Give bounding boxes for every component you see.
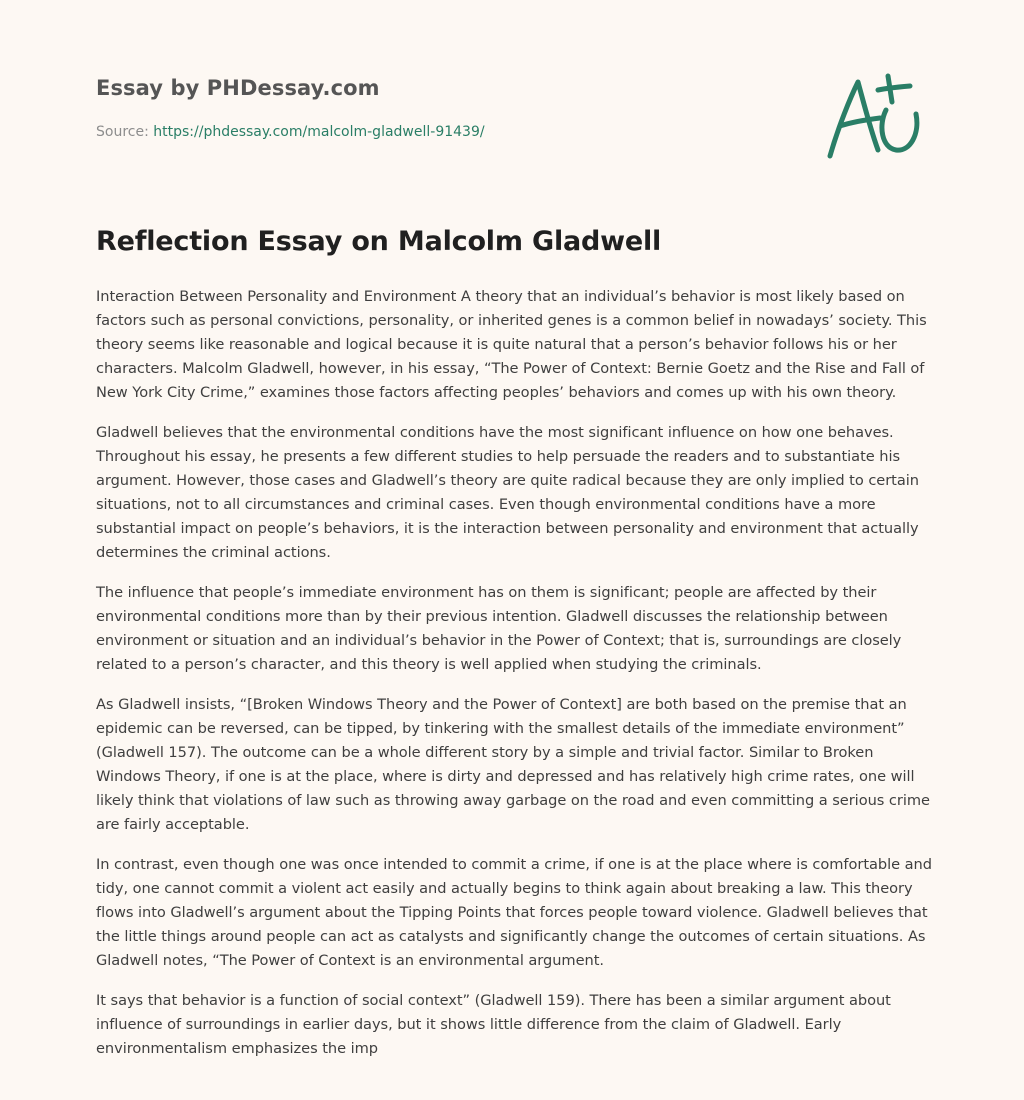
source-link[interactable]: https://phdessay.com/malcolm-gladwell-91439/ — [153, 124, 485, 140]
site-header — [96, 76, 485, 140]
essay-paragraph: As Gladwell insists, “[Broken Windows Theory and the Power of Context] are both based on the premise that an epidemic can be reversed, can be tipped, by tinkering with the smallest details of the immediate environment” (Gladwell 157). The outcome can be a whole different story by a simple and trivial factor. Similar to Broken Windows Theory, if one is at the place, where is dirty and depressed and has relatively high crime rates, one will likely think that violations of law such as throwing away garbage on the road and even committing a serious crime are fairly acceptable. — [96, 696, 930, 833]
essay-paragraph: Gladwell believes that the environmental conditions have the most significant influence on how one behaves. Throughout his essay, he presents a few different studies to help persuade the readers and to substantiate his argument. However, those cases and Gladwell’s theory are quite radical because they are only implied to certain situations, not to all circumstances and criminal cases. Even though environmental conditions have a more substantial impact on people’s behaviors, it is the interaction between personality and environment that actually determines the criminal actions. — [96, 424, 919, 561]
essay-body — [96, 285, 934, 1077]
essay-title: Reflection Essay on Malcolm Gladwell — [96, 226, 662, 257]
a-plus-grade-icon — [822, 68, 932, 168]
essay-paragraph: It says that behavior is a function of social context” (Gladwell 159). There has been a similar argument about influence of surroundings in earlier days, but it shows little difference from the claim of Gladwell. Early environmentalism emphasizes the imp — [96, 992, 891, 1057]
essay-paragraph: In contrast, even though one was once intended to commit a crime, if one is at the place where is comfortable and tidy, one cannot commit a violent act easily and actually begins to think again about breaking a law. This theory flows into Gladwell’s argument about the Tipping Points that forces people toward violence. Gladwell believes that the little things around people can act as catalysts and significantly change the outcomes of certain situations. As Gladwell notes, “The Power of Context is an environmental argument. — [96, 856, 932, 969]
essay-paragraph: Interaction Between Personality and Environment A theory that an individual’s behavior is most likely based on factors such as personal convictions, personality, or inherited genes is a common belief in nowadays’ society. This theory seems like reasonable and logical because it is quite natural that a person’s behavior follows his or her characters. Malcolm Gladwell, however, in his essay, “The Power of Context: Bernie Goetz and the Rise and Fall of New York City Crime,” examines those factors affecting peoples’ behaviors and comes up with his own theory. — [96, 288, 927, 401]
site-brand: Essay by PHDessay.com — [96, 76, 380, 100]
source-label: Source: — [96, 124, 149, 140]
source-line — [96, 124, 485, 140]
essay-paragraph: The influence that people’s immediate environment has on them is significant; people are affected by their environmental conditions more than by their previous intention. Gladwell discusses the relationship between environment or situation and an individual’s behavior in the Power of Context; that is, surroundings are closely related to a person’s character, and this theory is well applied when studying the criminals. — [96, 584, 902, 673]
